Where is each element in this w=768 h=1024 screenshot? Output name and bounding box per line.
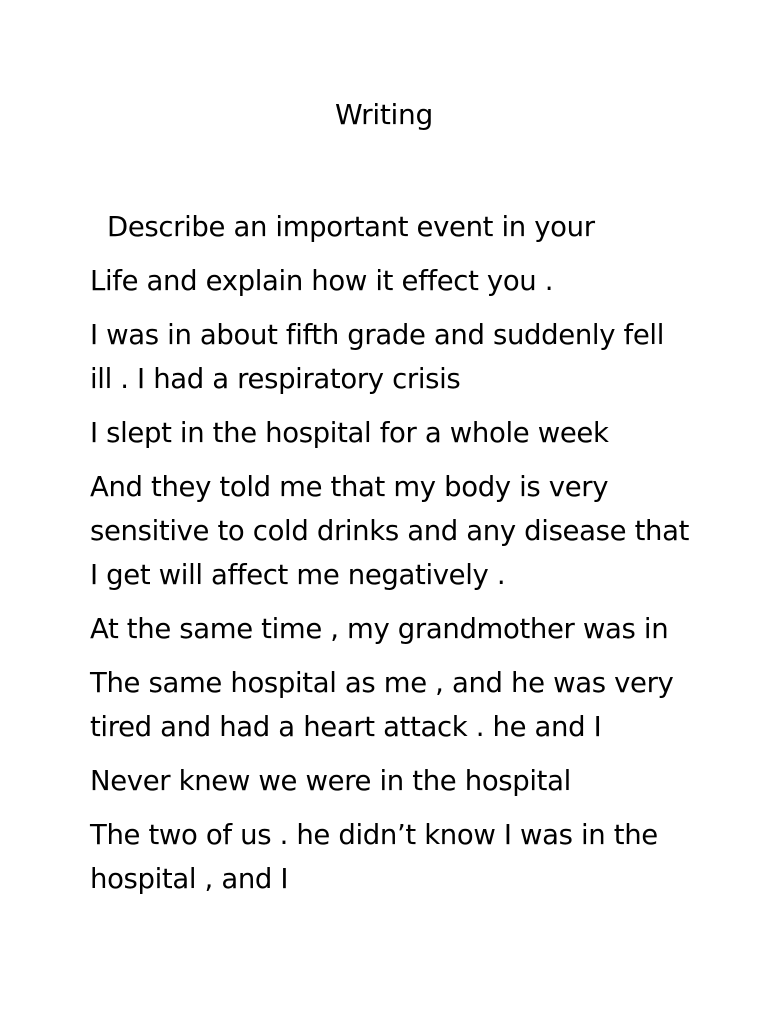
text-line: And they told me that my body is very: [90, 471, 609, 503]
text-line: ill . I had a respiratory crisis: [90, 363, 461, 395]
paragraph-1: [90, 205, 750, 249]
text-line: Life and explain how it effect you .: [90, 265, 554, 297]
text-line: hospital , and I: [90, 863, 289, 895]
text-line: At the same time , my grandmother was in: [90, 613, 669, 645]
text-line: tired and had a heart attack . he and I: [90, 711, 602, 743]
paragraph-4: [90, 411, 750, 455]
document-title: Writing: [335, 98, 433, 131]
paragraph-3: [90, 313, 750, 401]
text-line: sensitive to cold drinks and any disease that: [90, 515, 690, 547]
paragraph-8: [90, 759, 750, 803]
paragraph-9: [90, 813, 750, 901]
text-line: The same hospital as me , and he was very: [90, 667, 674, 699]
document-body: [90, 205, 750, 911]
text-line: Describe an important event in your: [107, 211, 595, 243]
text-line: Never knew we were in the hospital: [90, 765, 571, 797]
paragraph-6: [90, 607, 750, 651]
text-line: I was in about fifth grade and suddenly fell: [90, 319, 664, 351]
paragraph-5: [90, 465, 750, 597]
text-line: I get will affect me negatively .: [90, 559, 506, 591]
paragraph-7: [90, 661, 750, 749]
text-line: I slept in the hospital for a whole week: [90, 417, 609, 449]
paragraph-2: [90, 259, 750, 303]
text-line: The two of us . he didn’t know I was in the: [90, 819, 658, 851]
